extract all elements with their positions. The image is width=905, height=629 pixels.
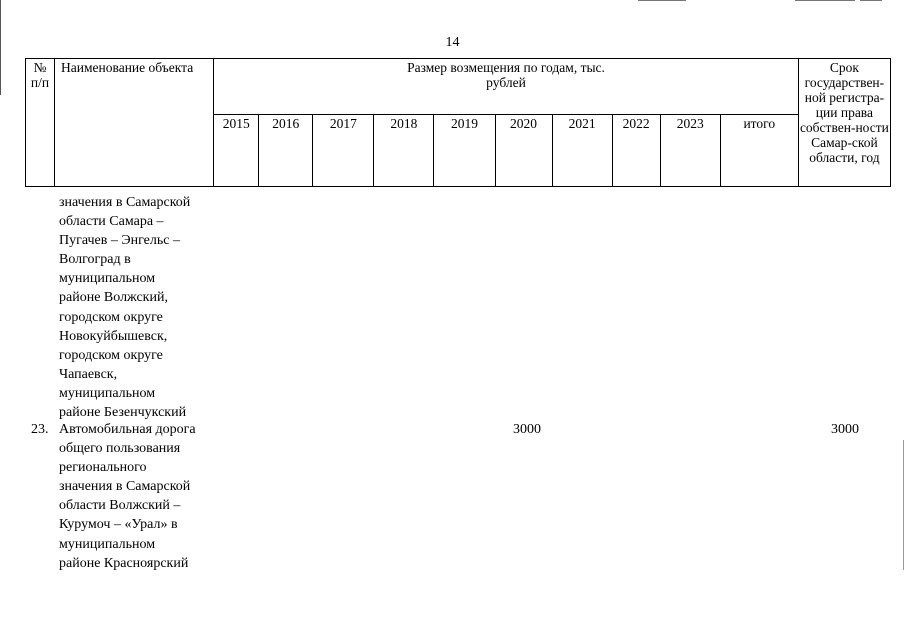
- scan-margin-line: [903, 440, 904, 570]
- header-total: итого: [720, 115, 798, 187]
- row-term: 3000: [831, 422, 859, 437]
- header-year: 2016: [259, 115, 313, 187]
- scan-mark: [860, 0, 882, 1]
- header-term-label: Срок государствен-ной регистра-ции права собствен-ности Самар-ской области, год: [799, 60, 889, 165]
- row-name-line: области Самара –: [59, 214, 164, 230]
- row-name-line: регионального: [59, 460, 147, 476]
- row-name-line: районе Волжский,: [59, 290, 168, 306]
- row-name-line: Чапаевск,: [59, 366, 118, 382]
- row-name-line: значения в Самарской: [59, 479, 191, 495]
- row-name-line: области Волжский –: [59, 498, 181, 514]
- header-term: [798, 59, 890, 187]
- header-year: 2022: [612, 115, 660, 187]
- table-row: [25, 193, 891, 421]
- row-name-line: Курумоч – «Урал» в: [59, 517, 178, 533]
- row-name-line: муниципальном: [59, 385, 156, 401]
- row-name-line: муниципальном: [59, 536, 156, 552]
- row-name-line: Автомобильная дорога: [59, 422, 196, 437]
- row-name-line: муниципальном: [59, 271, 156, 287]
- header-year: 2018: [374, 115, 434, 187]
- row-number: 23.: [31, 422, 49, 437]
- scan-mark: [638, 0, 686, 1]
- row-name: [59, 193, 229, 422]
- header-num-label: № п/п: [30, 60, 50, 90]
- header-year: 2017: [313, 115, 374, 187]
- row-name-line: общего пользования: [59, 441, 181, 457]
- row-name-line: значения в Самарской: [59, 195, 191, 210]
- header-num: [26, 59, 55, 187]
- row-name-line: Новокуйбышевск,: [59, 328, 168, 344]
- row-name-line: городском округе: [59, 347, 163, 363]
- header-year: 2023: [660, 115, 720, 187]
- row-name-line: городском округе: [59, 309, 163, 325]
- header-year: 2021: [552, 115, 612, 187]
- page-number: 14: [445, 35, 460, 50]
- row-name-line: Волгоград в: [59, 252, 131, 268]
- row-name-line: районе Красноярский: [59, 555, 189, 571]
- header-reimbursement: [214, 59, 799, 115]
- row-value-2020: 3000: [513, 422, 541, 437]
- header-name: [55, 59, 214, 187]
- header-reimbursement-label: Размер возмещения по годам, тыс. рублей: [407, 60, 605, 90]
- header-year: 2020: [495, 115, 552, 187]
- scan-mark: [795, 0, 855, 1]
- row-name-line: районе Безенчукский: [59, 405, 187, 421]
- header-year: 2019: [434, 115, 495, 187]
- header-year: 2015: [214, 115, 259, 187]
- table-header: [25, 58, 891, 187]
- table-row: [25, 420, 891, 580]
- header-name-label: Наименование объекта: [61, 60, 194, 75]
- row-name-line: Пугачев – Энгельс –: [59, 233, 180, 249]
- row-name: [59, 420, 229, 573]
